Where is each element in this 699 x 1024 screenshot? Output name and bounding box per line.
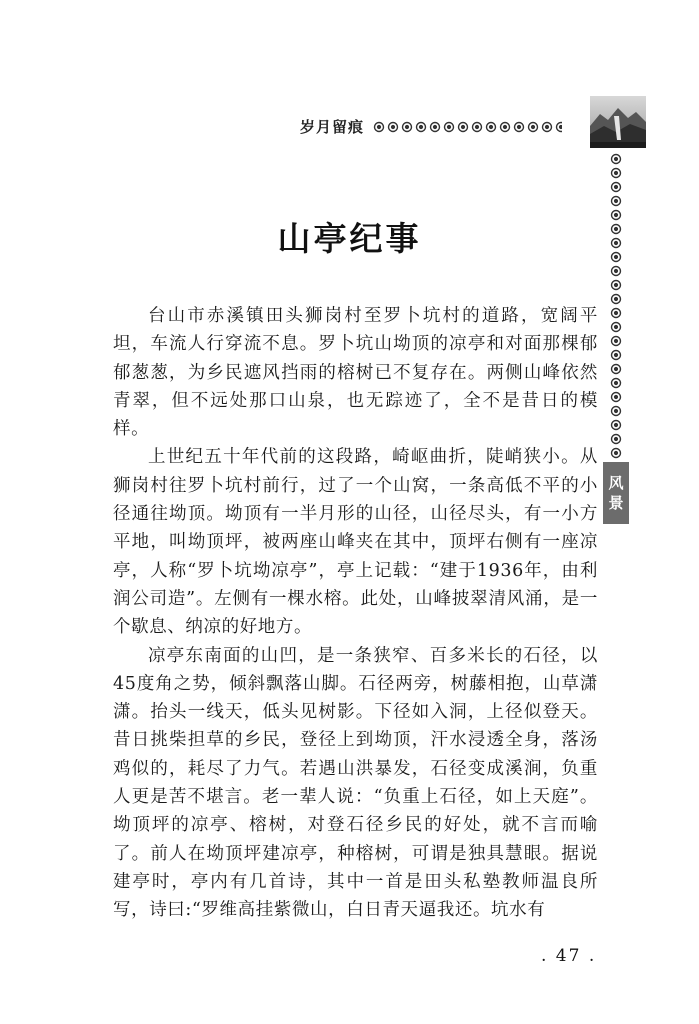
article-title: 山亭纪事 <box>277 219 422 258</box>
running-header <box>300 116 562 137</box>
scroll-ornament-vertical-icon <box>609 152 623 460</box>
section-label: 岁月留痕 <box>300 118 365 136</box>
page-number: . 47 . <box>541 946 597 966</box>
side-tab-char-1: 风 <box>608 474 624 492</box>
landscape-thumbnail-icon <box>590 96 646 148</box>
paragraph-3: 凉亭东南面的山凹，是一条狭窄、百多米长的石径，以45度角之势，倾斜飘落山脚。石径两旁，树藤相抱，山草潇潇。抬头一线天，低头见树影。下径如入洞，上径似登天。昔日挑柴担草的乡民，登径上到坳顶，汗水浸透全身，落汤鸡似的，耗尽了力气。若遇山洪暴发，石径变成溪涧，负重人更是苦不堪言。老一辈人说：“负重上石径，如上天庭”。坳顶坪的凉亭、榕树，对登石径乡民的好处，就不言而喻了。前人在坳顶坪建凉亭，种榕树，可谓是独具慧眼。据说建亭时，亭内有几首诗，其中一首是田头私塾教师温良所写，诗曰:“罗维高挂紫微山，白日青天逼我还。坑水有 <box>113 645 598 921</box>
scroll-ornament-horizontal-icon <box>372 120 562 134</box>
paragraph-1: 台山市赤溪镇田头狮岗村至罗卜坑村的道路，宽阔平坦，车流人行穿流不息。罗卜坑山坳顶的凉亭和对面那棵郁郁葱葱，为乡民遮风挡雨的榕树已不复存在。两侧山峰依然青翠，但不远处那口山泉，也无踪迹了，全不是昔日的模样。 <box>113 306 598 440</box>
paragraph-2: 上世纪五十年代前的这段路，崎岖曲折，陡峭狭小。从狮岗村往罗卜坑村前行，过了一个山窝，一条高低不平的小径通往坳顶。坳顶有一半月形的山径，山径尽头，有一小方平地，叫坳顶坪，被两座山峰夹在其中，顶坪右侧有一座凉亭，人称“罗卜坑坳凉亭”，亭上记载：“建于1936年，由利润公司造”。左侧有一棵水榕。此处，山峰披翠清风涌，是一个歇息、纳凉的好地方。 <box>113 447 598 638</box>
side-tab-char-2: 景 <box>608 494 624 512</box>
side-tab-category <box>603 462 629 524</box>
article-body <box>113 302 598 925</box>
